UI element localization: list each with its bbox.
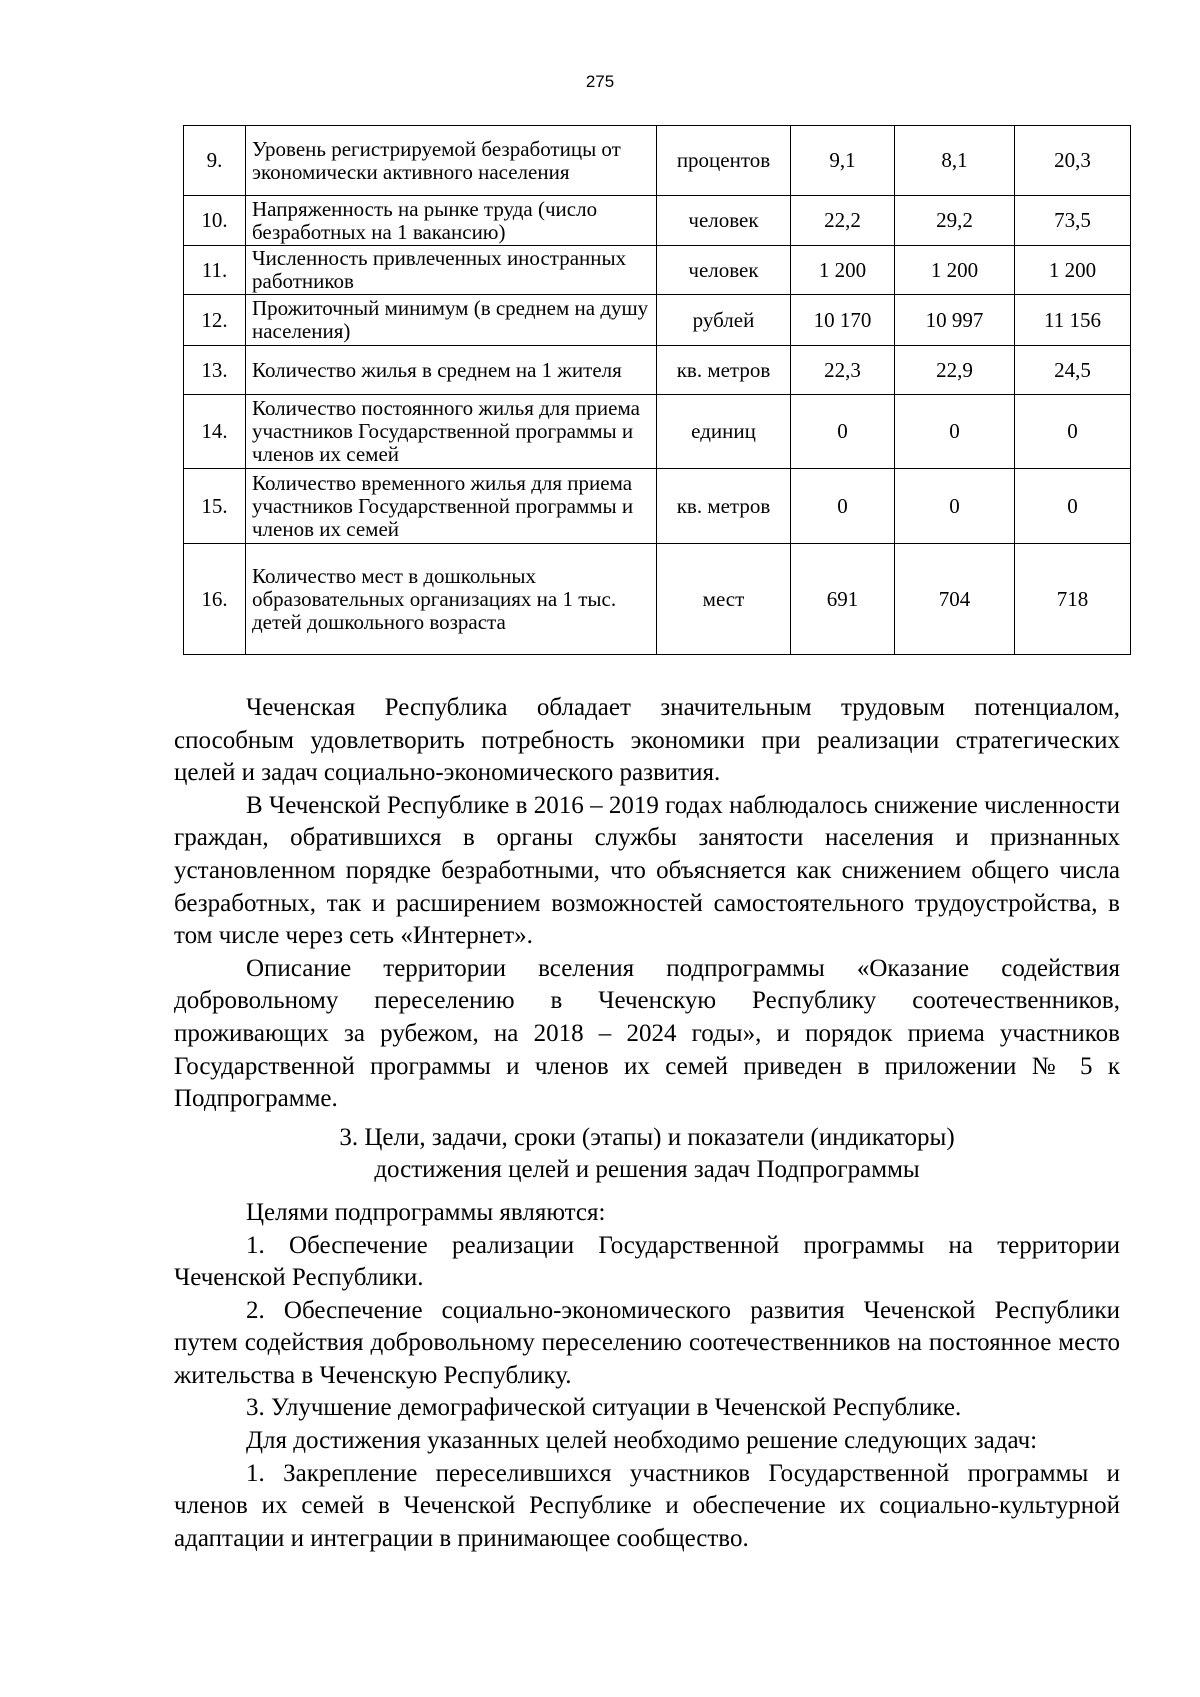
table-row (184, 469, 1131, 544)
indicator-name: Количество жилья в среднем на 1 жителя (246, 346, 657, 395)
row-number: 10. (184, 196, 246, 246)
paragraph: Для достижения указанных целей необходимо решение следующих задач: (246, 1427, 1038, 1455)
row-number: 11. (184, 246, 246, 295)
indicator-value-3: 0 (1015, 469, 1131, 544)
paragraph: Целями подпрограммы являются: (246, 1198, 606, 1226)
row-number: 12. (184, 295, 246, 346)
row-number: 14. (184, 395, 246, 469)
table-row (184, 346, 1131, 395)
indicator-value-2: 0 (895, 469, 1015, 544)
indicator-name: Количество мест в дошкольных образовательных организациях на 1 тыс. детей дошкольного возраста (246, 544, 657, 655)
row-number: 16. (184, 544, 246, 655)
indicator-value-2: 29,2 (895, 196, 1015, 246)
indicator-unit: рублей (657, 295, 791, 346)
indicator-unit: кв. метров (657, 346, 791, 395)
paragraph: 3. Улучшение демографической ситуации в Чеченской Республике. (246, 1394, 962, 1422)
indicator-value-3: 20,3 (1015, 126, 1131, 196)
table-row (184, 395, 1131, 469)
paragraph: В Чеченской Республике в 2016 – 2019 годах наблюдалось снижение численности граждан, обратившихся в органы службы занятости населения и признанных установленном порядке безработными, что объясняется как снижением общего числа безработных, так и расширением возможностей самостоятельного трудоустройства, в том числе через сеть «Интернет». (174, 791, 1120, 950)
indicator-value-2: 8,1 (895, 126, 1015, 196)
section-heading-line-2: достижения целей и решения задач Подпрограммы (374, 1156, 920, 1184)
table-row (184, 196, 1131, 246)
indicator-value-3: 1 200 (1015, 246, 1131, 295)
indicator-name: Численность привлеченных иностранных работников (246, 246, 657, 295)
indicator-value-3: 0 (1015, 395, 1131, 469)
indicator-value-3: 24,5 (1015, 346, 1131, 395)
indicator-value-3: 73,5 (1015, 196, 1131, 246)
indicator-value-1: 9,1 (791, 126, 895, 196)
indicator-unit: кв. метров (657, 469, 791, 544)
indicator-value-1: 10 170 (791, 295, 895, 346)
table-row (184, 544, 1131, 655)
indicator-value-2: 10 997 (895, 295, 1015, 346)
table-row (184, 246, 1131, 295)
row-number: 9. (184, 126, 246, 196)
indicator-value-1: 22,3 (791, 346, 895, 395)
paragraph: 1. Обеспечение реализации Государственной программы на территории Чеченской Республики. (174, 1231, 1120, 1292)
body-text (174, 692, 1120, 1555)
indicators-table (183, 125, 1131, 655)
indicator-value-2: 1 200 (895, 246, 1015, 295)
table-row (184, 126, 1131, 196)
indicator-name: Количество постоянного жилья для приема участников Государственной программы и членов их семей (246, 395, 657, 469)
indicator-unit: человек (657, 196, 791, 246)
indicator-value-1: 691 (791, 544, 895, 655)
indicator-value-2: 0 (895, 395, 1015, 469)
indicator-value-1: 22,2 (791, 196, 895, 246)
indicator-name: Напряженность на рынке труда (число безработных на 1 вакансию) (246, 196, 657, 246)
indicator-value-1: 1 200 (791, 246, 895, 295)
row-number: 13. (184, 346, 246, 395)
indicator-value-3: 718 (1015, 544, 1131, 655)
indicator-value-1: 0 (791, 469, 895, 544)
indicator-value-2: 704 (895, 544, 1015, 655)
paragraph: 2. Обеспечение социально-экономического развития Чеченской Республики путем содействия добровольному переселению соотечественников на постоянное место жительства в Чеченскую Республику. (174, 1296, 1120, 1389)
paragraph: Чеченская Республика обладает значительным трудовым потенциалом, способным удовлетворить потребность экономики при реализации стратегических целей и задач социально-экономического развития. (174, 694, 1120, 787)
indicator-value-3: 11 156 (1015, 295, 1131, 346)
indicator-unit: процентов (657, 126, 791, 196)
indicator-value-2: 22,9 (895, 346, 1015, 395)
page-number: 275 (585, 72, 615, 91)
paragraph: 1. Закрепление переселившихся участников Государственной программы и членов их семей в Чеченской Республике и обеспечение их социально-культурной адаптации и интеграции в принимающее сообщество. (174, 1459, 1120, 1552)
indicator-unit: мест (657, 544, 791, 655)
indicator-value-1: 0 (791, 395, 895, 469)
indicator-unit: единиц (657, 395, 791, 469)
section-heading-line-1: 3. Цели, задачи, сроки (этапы) и показатели (индикаторы) (339, 1123, 955, 1151)
section-heading (174, 1122, 1120, 1187)
indicator-unit: человек (657, 246, 791, 295)
row-number: 15. (184, 469, 246, 544)
indicator-name: Уровень регистрируемой безработицы от экономически активного населения (246, 126, 657, 196)
paragraph: Описание территории вселения подпрограммы «Оказание содействия добровольному переселению в Чеченскую Республику соотечественников, проживающих за рубежом, на 2018 – 2024 годы», и порядок приема участников Государственной программы и членов их семей приведен в приложении № 5 к Подпрограмме. (174, 954, 1120, 1113)
indicator-name: Количество временного жилья для приема участников Государственной программы и членов их семей (246, 469, 657, 544)
indicator-name: Прожиточный минимум (в среднем на душу населения) (246, 295, 657, 346)
table-row (184, 295, 1131, 346)
